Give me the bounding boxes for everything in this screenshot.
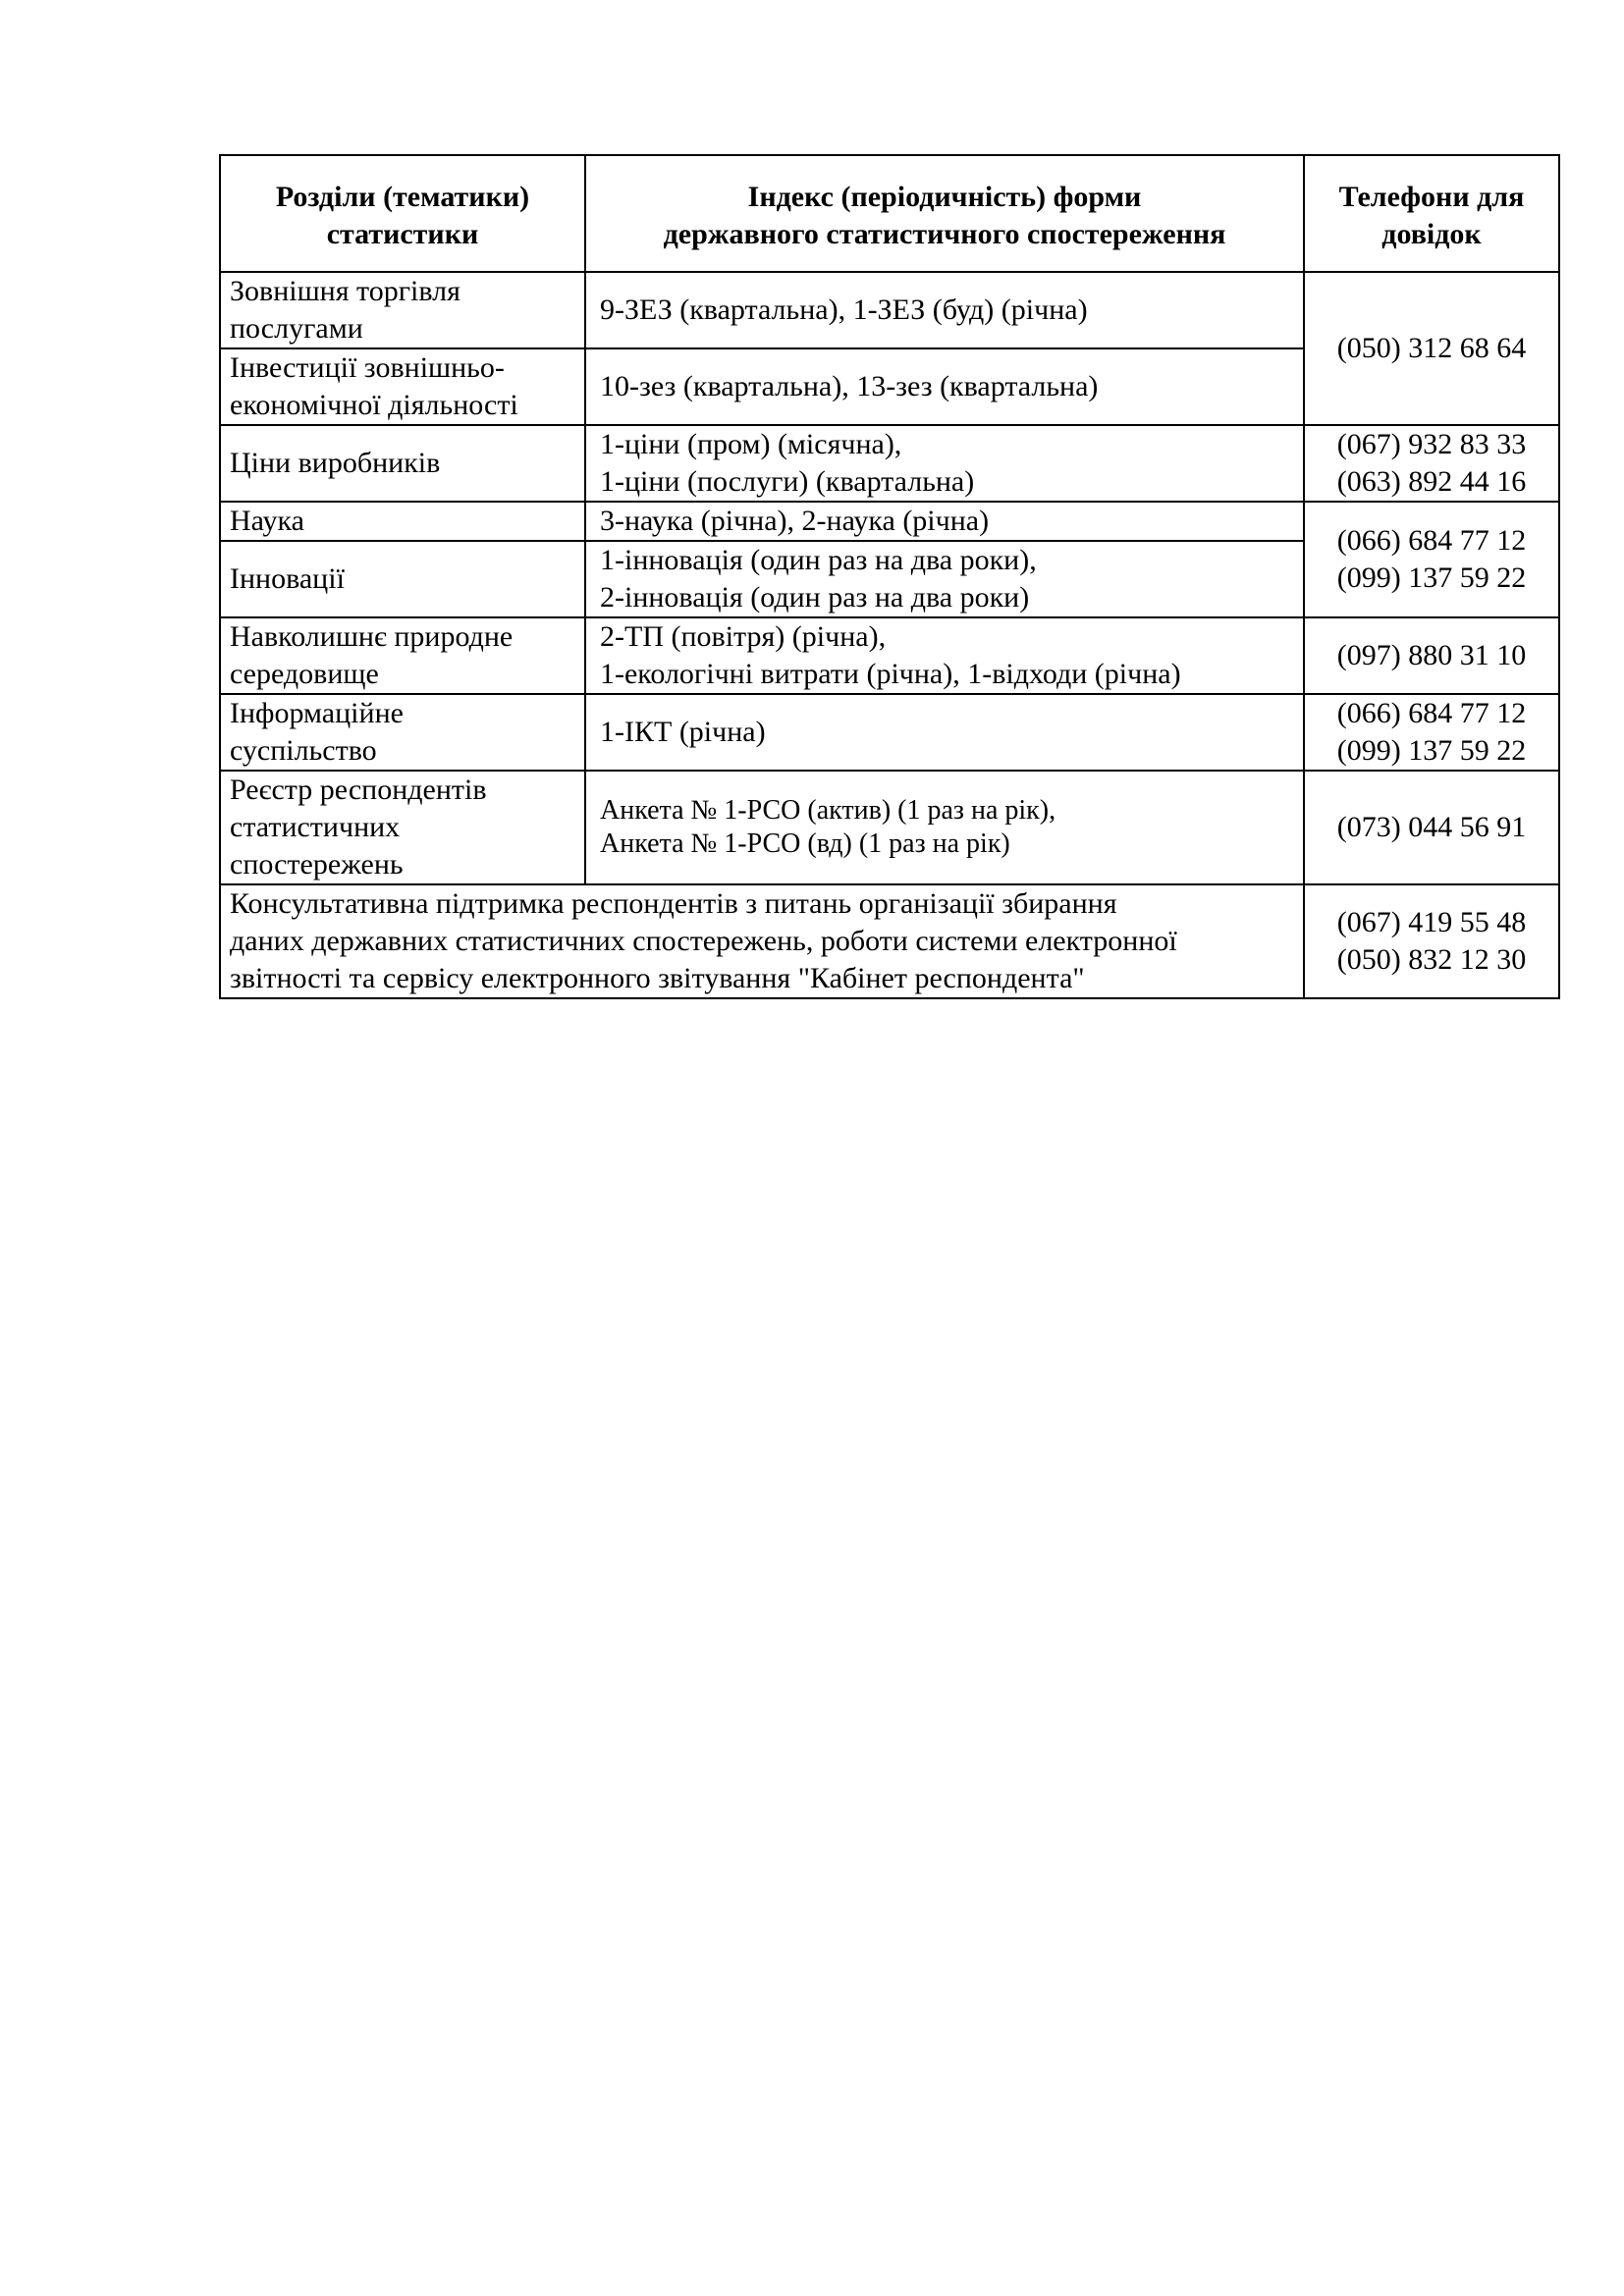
phone-number: (063) 892 44 16: [1336, 465, 1527, 498]
phone-cell: [1304, 617, 1559, 694]
phone-cell: [1304, 425, 1559, 502]
header-line: статистики: [326, 217, 479, 250]
table-row: [220, 425, 1559, 502]
topic-cell: [220, 617, 585, 694]
phone-number: (099) 137 59 22: [1336, 734, 1527, 767]
phone-number: (097) 880 31 10: [1336, 639, 1527, 671]
consult-line: Консультативна підтримка респондентів з питань організації збирання: [230, 887, 1117, 920]
form-cell: [585, 771, 1304, 884]
form-line: 1-екологічні витрати (річна), 1-відходи (річна): [600, 658, 1181, 690]
topic-line: Інновації: [230, 562, 345, 595]
topic-line: Наука: [230, 505, 304, 537]
form-line: 1-ціни (пром) (місячна),: [600, 428, 902, 460]
topic-cell: [220, 541, 585, 617]
form-line: 2-ТП (повітря) (річна),: [600, 620, 887, 653]
topic-cell: [220, 694, 585, 771]
consult-line: звітності та сервісу електронного звітування "Кабінет респондента": [230, 962, 1085, 994]
phone-cell: [1304, 694, 1559, 771]
header-line: Телефони для: [1338, 180, 1525, 213]
form-line: Анкета № 1-РСО (актив) (1 раз на рік),: [600, 795, 1056, 826]
topic-line: Реєстр респондентів: [230, 774, 487, 806]
topic-line: спостережень: [230, 848, 404, 881]
table-row: [220, 272, 1559, 348]
phone-cell: [1304, 502, 1559, 617]
header-sections: [220, 155, 585, 272]
topic-line: Навколишнє природне: [230, 620, 514, 653]
phone-number: (050) 832 12 30: [1336, 943, 1527, 976]
topic-cell: [220, 272, 585, 348]
form-line: 1-ціни (послуги) (квартальна): [600, 465, 975, 498]
topic-line: статистичних: [230, 811, 401, 843]
topic-line: економічної діяльності: [230, 389, 518, 421]
table-row: [220, 771, 1559, 884]
phone-number: (099) 137 59 22: [1336, 561, 1527, 594]
form-cell: [585, 502, 1304, 541]
phone-number: (067) 419 55 48: [1336, 906, 1527, 938]
phone-cell: [1304, 884, 1559, 998]
table-header-row: [220, 155, 1559, 272]
table-row: [220, 694, 1559, 771]
header-phones: [1304, 155, 1559, 272]
form-cell: [585, 272, 1304, 348]
phone-cell: [1304, 272, 1559, 425]
form-line: 10-зез (квартальна), 13-зез (квартальна): [600, 370, 1099, 402]
table-row: [220, 884, 1559, 998]
statistics-contacts-table: [219, 154, 1560, 999]
topic-cell: [220, 771, 585, 884]
form-line: Анкета № 1-РСО (вд) (1 раз на рік): [600, 828, 1010, 859]
phone-number: (067) 932 83 33: [1336, 428, 1527, 460]
topic-line: Ціни виробників: [230, 447, 441, 479]
form-cell: [585, 617, 1304, 694]
header-form-index: [585, 155, 1304, 272]
consult-line: даних державних статистичних спостережень, роботи системи електронної: [230, 925, 1177, 957]
form-line: 9-ЗЕЗ (квартальна), 1-ЗЕЗ (буд) (річна): [600, 294, 1088, 326]
topic-cell: [220, 348, 585, 425]
table-row: [220, 617, 1559, 694]
topic-line: Інформаційне: [230, 697, 404, 729]
header-line: довідок: [1381, 217, 1482, 250]
topic-line: послугами: [230, 312, 363, 345]
form-line: 1-ІКТ (річна): [600, 716, 766, 748]
table-row: [220, 502, 1559, 541]
form-cell: [585, 694, 1304, 771]
topic-line: середовище: [230, 658, 379, 690]
header-line: державного статистичного спостереження: [663, 217, 1226, 250]
consult-cell: [220, 884, 1304, 998]
topic-line: Інвестиції зовнішньо-: [230, 351, 505, 384]
form-line: 3-наука (річна), 2-наука (річна): [600, 505, 990, 537]
topic-line: Зовнішня торгівля: [230, 275, 460, 307]
phone-number: (066) 684 77 12: [1336, 697, 1527, 729]
phone-number: (050) 312 68 64: [1336, 332, 1527, 364]
phone-number: (066) 684 77 12: [1336, 524, 1527, 557]
topic-line: суспільство: [230, 734, 377, 767]
phone-number: (073) 044 56 91: [1336, 811, 1527, 843]
topic-cell: [220, 502, 585, 541]
header-line: Розділи (тематики): [275, 180, 530, 213]
form-line: 2-інновація (один раз на два роки): [600, 581, 1030, 614]
form-cell: [585, 348, 1304, 425]
form-cell: [585, 425, 1304, 502]
form-cell: [585, 541, 1304, 617]
form-line: 1-інновація (один раз на два роки),: [600, 544, 1037, 576]
topic-cell: [220, 425, 585, 502]
phone-cell: [1304, 771, 1559, 884]
header-line: Індекс (періодичність) форми: [747, 180, 1142, 213]
